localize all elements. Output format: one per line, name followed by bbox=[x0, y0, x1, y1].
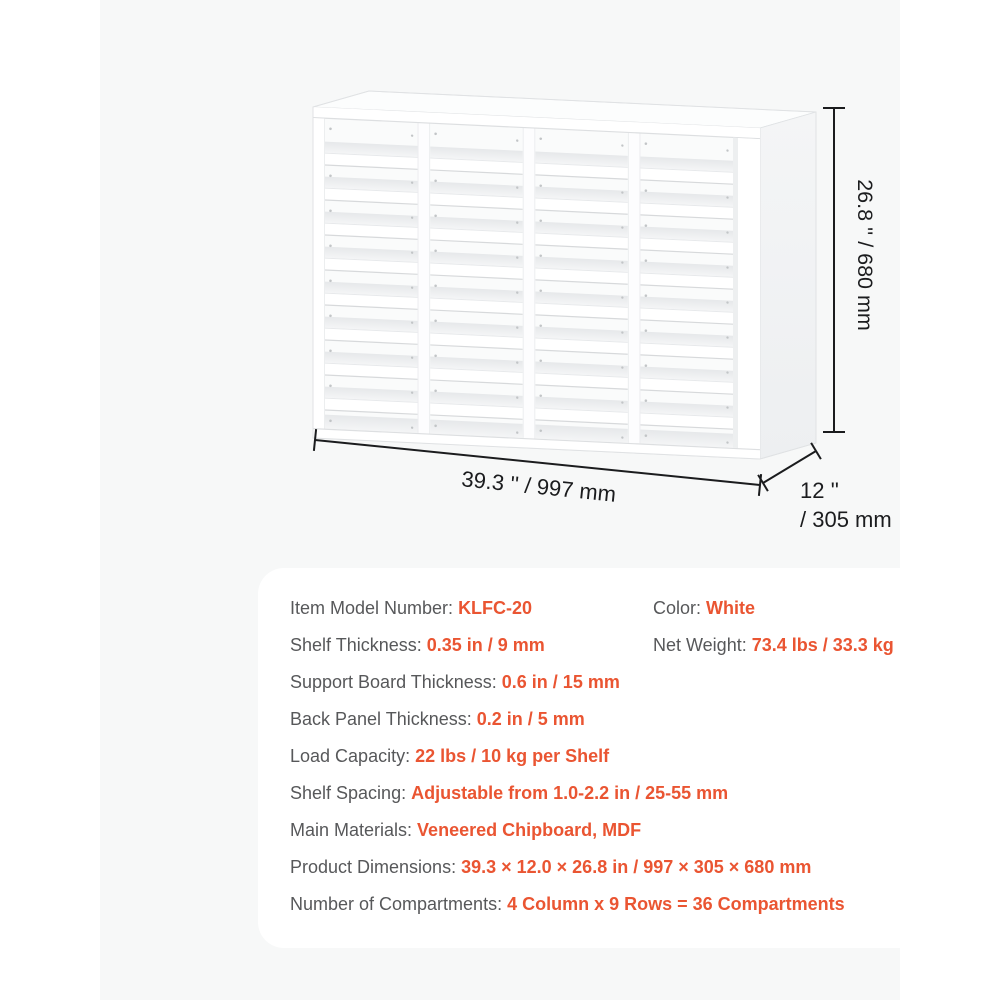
content-canvas bbox=[100, 0, 900, 1000]
spec-label: Shelf Thickness: bbox=[290, 635, 422, 655]
spec-row-back-panel-thickness bbox=[290, 701, 845, 738]
spec-value: 73.4 lbs / 33.3 kg bbox=[751, 635, 894, 655]
spec-label: Product Dimensions: bbox=[290, 857, 457, 877]
spec-label: Item Model Number: bbox=[290, 598, 454, 618]
spec-label: Main Materials: bbox=[290, 820, 413, 840]
spec-label: Shelf Spacing: bbox=[290, 783, 407, 803]
depth-dimension-label-line2: / 305 mm bbox=[800, 507, 892, 532]
spec-row-color bbox=[653, 590, 894, 627]
spec-row-load-capacity bbox=[290, 738, 845, 775]
spec-label: Support Board Thickness: bbox=[290, 672, 497, 692]
organizer-front-face bbox=[313, 107, 760, 459]
spec-value: 22 lbs / 10 kg per Shelf bbox=[415, 746, 610, 766]
spec-column-right bbox=[653, 590, 894, 664]
spec-value: White bbox=[706, 598, 756, 618]
spec-label: Back Panel Thickness: bbox=[290, 709, 472, 729]
spec-label: Color: bbox=[653, 598, 702, 618]
spec-row-shelf-spacing bbox=[290, 775, 845, 812]
spec-panel bbox=[258, 568, 943, 948]
spec-row-number-of-compartments bbox=[290, 886, 845, 923]
spec-value: 4 Column x 9 Rows = 36 Compartments bbox=[507, 894, 845, 914]
spec-value: Veneered Chipboard, MDF bbox=[417, 820, 642, 840]
depth-dimension-label-line1: 12 '' bbox=[800, 478, 839, 503]
spec-value: Adjustable from 1.0-2.2 in / 25-55 mm bbox=[411, 783, 729, 803]
spec-value: 39.3 × 12.0 × 26.8 in / 997 × 305 × 680 mm bbox=[461, 857, 812, 877]
spec-row-net-weight bbox=[653, 627, 894, 664]
spec-label: Load Capacity: bbox=[290, 746, 411, 766]
spec-row-support-board-thickness bbox=[290, 664, 845, 701]
product-illustration bbox=[240, 60, 960, 560]
width-dimension-label: 39.3 '' / 997 mm bbox=[460, 466, 618, 507]
spec-row-main-materials bbox=[290, 812, 845, 849]
spec-value: 0.6 in / 15 mm bbox=[501, 672, 620, 692]
organizer-side-face bbox=[760, 112, 816, 459]
spec-label: Number of Compartments: bbox=[290, 894, 503, 914]
spec-value: 0.35 in / 9 mm bbox=[426, 635, 545, 655]
spec-value: KLFC-20 bbox=[458, 598, 533, 618]
organizer-unit bbox=[313, 91, 816, 459]
height-dimension-line bbox=[823, 108, 845, 432]
spec-row-product-dimensions bbox=[290, 849, 845, 886]
height-dimension-label: 26.8 '' / 680 mm bbox=[853, 179, 877, 331]
spec-label: Net Weight: bbox=[653, 635, 747, 655]
spec-value: 0.2 in / 5 mm bbox=[476, 709, 585, 729]
